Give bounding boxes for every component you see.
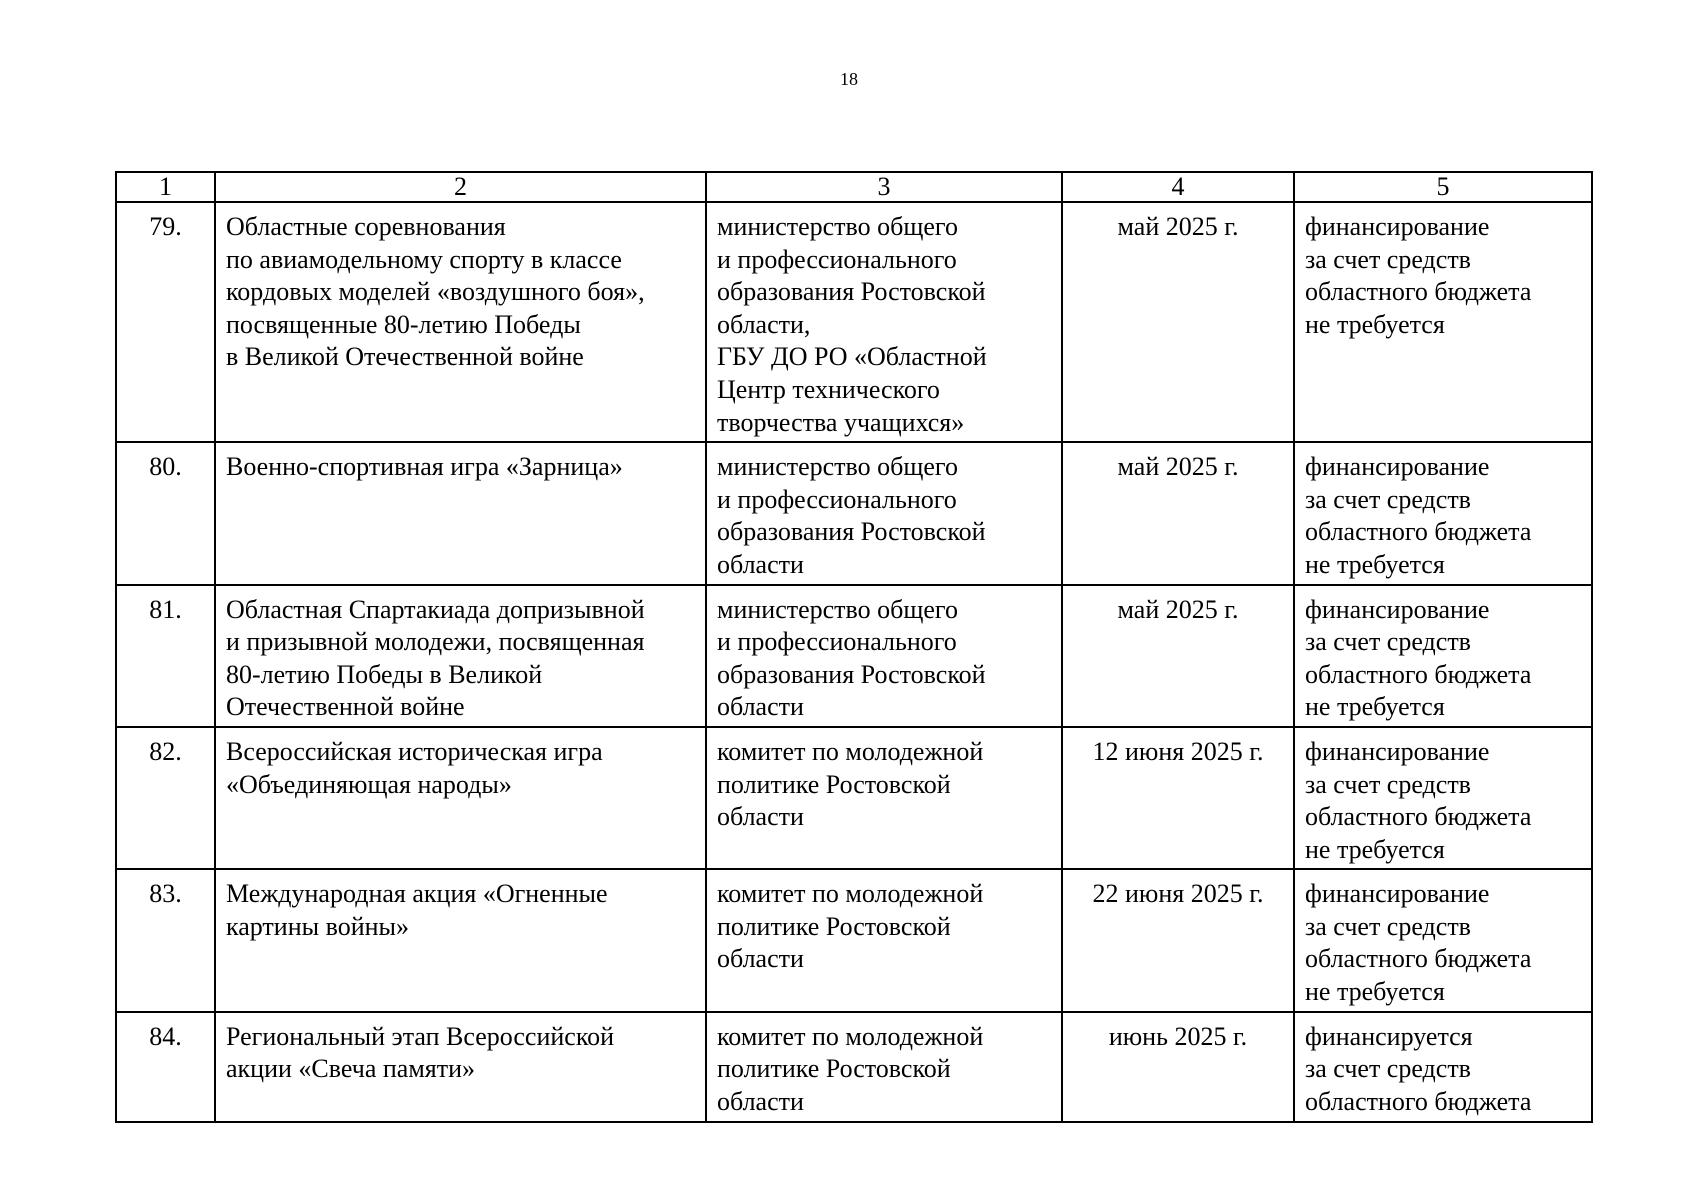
table-row <box>116 869 1592 1011</box>
event-date: май 2025 г. <box>1062 442 1294 584</box>
responsible-org: министерство общего и профессионального образования Ростовской области <box>706 442 1062 584</box>
event-date: май 2025 г. <box>1062 202 1294 442</box>
event-name: Военно-спортивная игра «Зарница» <box>215 442 706 584</box>
column-header-1: 1 <box>116 172 215 202</box>
table-row <box>116 585 1592 727</box>
row-number: 81. <box>116 585 215 727</box>
row-number: 83. <box>116 869 215 1011</box>
column-header-2: 2 <box>215 172 706 202</box>
table-row <box>116 202 1592 442</box>
table-row <box>116 727 1592 869</box>
row-number: 84. <box>116 1012 215 1122</box>
responsible-org: комитет по молодежной политике Ростовской области <box>706 869 1062 1011</box>
events-table <box>115 171 1593 1123</box>
table-row <box>116 1012 1592 1122</box>
funding-info: финансирование за счет средств областного бюджета не требуется <box>1294 585 1592 727</box>
event-name: Областная Спартакиада допризывной и призывной молодежи, посвященная 80-летию Победы в Великой Отечественной войне <box>215 585 706 727</box>
responsible-org: комитет по молодежной политике Ростовской области <box>706 727 1062 869</box>
responsible-org: министерство общего и профессионального образования Ростовской области, ГБУ ДО РО «Областной Центр технического творчества учащихся» <box>706 202 1062 442</box>
row-number: 80. <box>116 442 215 584</box>
event-name: Международная акция «Огненные картины войны» <box>215 869 706 1011</box>
column-header-3: 3 <box>706 172 1062 202</box>
event-date: май 2025 г. <box>1062 585 1294 727</box>
table-row <box>116 442 1592 584</box>
event-name: Всероссийская историческая игра «Объединяющая народы» <box>215 727 706 869</box>
row-number: 82. <box>116 727 215 869</box>
event-date: 22 июня 2025 г. <box>1062 869 1294 1011</box>
responsible-org: министерство общего и профессионального образования Ростовской области <box>706 585 1062 727</box>
funding-info: финансируется за счет средств областного бюджета <box>1294 1012 1592 1122</box>
event-date: июнь 2025 г. <box>1062 1012 1294 1122</box>
funding-info: финансирование за счет средств областного бюджета не требуется <box>1294 442 1592 584</box>
event-name: Областные соревнования по авиамодельному спорту в классе кордовых моделей «воздушного боя», посвященные 80-летию Победы в Великой Отечественной войне <box>215 202 706 442</box>
responsible-org: комитет по молодежной политике Ростовской области <box>706 1012 1062 1122</box>
event-name: Региональный этап Всероссийской акции «Свеча памяти» <box>215 1012 706 1122</box>
funding-info: финансирование за счет средств областного бюджета не требуется <box>1294 869 1592 1011</box>
funding-info: финансирование за счет средств областного бюджета не требуется <box>1294 202 1592 442</box>
column-header-5: 5 <box>1294 172 1592 202</box>
event-date: 12 июня 2025 г. <box>1062 727 1294 869</box>
column-number-row <box>116 172 1592 202</box>
page-number: 18 <box>840 69 858 89</box>
column-header-4: 4 <box>1062 172 1294 202</box>
row-number: 79. <box>116 202 215 442</box>
funding-info: финансирование за счет средств областного бюджета не требуется <box>1294 727 1592 869</box>
